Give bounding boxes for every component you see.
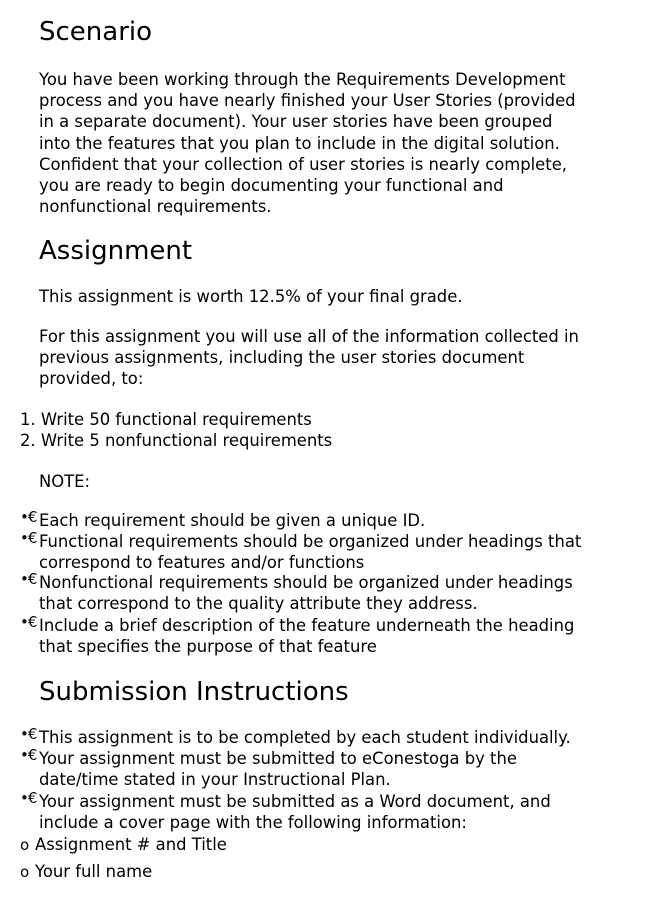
- submission-item: [20, 791, 660, 833]
- submission-item: [20, 727, 660, 748]
- sub-item: [20, 834, 227, 856]
- task-text: Write 50 functional requirements: [40, 410, 312, 429]
- bullet-icon: •€: [20, 570, 37, 588]
- task-item: [20, 430, 332, 451]
- note-item: [20, 572, 660, 614]
- note-label: NOTE:: [39, 472, 91, 491]
- note-text: Functional requirements should be organized under headings that correspond to features and/or functions: [39, 532, 582, 573]
- task-number: 1.: [20, 410, 36, 429]
- scenario-heading: Scenario: [39, 17, 153, 47]
- submission-text: This assignment is to be completed by each student individually.: [39, 728, 571, 747]
- sub-item: [20, 861, 152, 883]
- note-text: Nonfunctional requirements should be organized under headings that correspond to the quality attribute they address.: [39, 573, 573, 614]
- note-text: Each requirement should be given a unique ID.: [39, 511, 426, 530]
- submission-item: [20, 748, 660, 790]
- submission-text: Your assignment must be submitted to eConestoga by the date/time stated in your Instructional Plan.: [39, 749, 517, 790]
- bullet-icon: •€: [20, 529, 37, 547]
- bullet-icon: •€: [20, 746, 37, 764]
- bullet-icon: •€: [20, 789, 37, 807]
- bullet-icon: •€: [20, 613, 37, 631]
- task-number: 2.: [20, 431, 36, 450]
- bullet-icon: •€: [20, 508, 37, 526]
- note-text: Include a brief description of the feature underneath the heading that specifies the purpose of that feature: [39, 616, 575, 657]
- task-item: [20, 409, 312, 430]
- bullet-icon: •€: [20, 725, 37, 743]
- sub-bullet-icon: o: [20, 836, 30, 854]
- assignment-intro: For this assignment you will use all of the information collected in previous assignments, including the user stories document provided, to:: [39, 327, 579, 389]
- sub-item-text: Assignment # and Title: [35, 835, 227, 854]
- sub-bullet-icon: o: [20, 863, 30, 881]
- assignment-heading: Assignment: [39, 236, 193, 266]
- note-item: [20, 531, 660, 573]
- task-text: Write 5 nonfunctional requirements: [40, 431, 333, 450]
- assignment-worth: This assignment is worth 12.5% of your final grade.: [39, 287, 463, 306]
- note-item: [20, 615, 660, 657]
- submission-text: Your assignment must be submitted as a Word document, and include a cover page with the following information:: [39, 792, 551, 833]
- submission-heading: Submission Instructions: [39, 677, 349, 707]
- sub-item-text: Your full name: [35, 862, 153, 881]
- note-item: [20, 510, 660, 531]
- scenario-paragraph: You have been working through the Requirements Development process and you have nearly finished your User Stories (provided in a separate document). Your user stories have been grouped into the features that you plan to include in the digital solution. Confident that your collection of user stories is nearly complete, you are ready to begin documenting your functional and nonfunctional requirements.: [39, 70, 576, 217]
